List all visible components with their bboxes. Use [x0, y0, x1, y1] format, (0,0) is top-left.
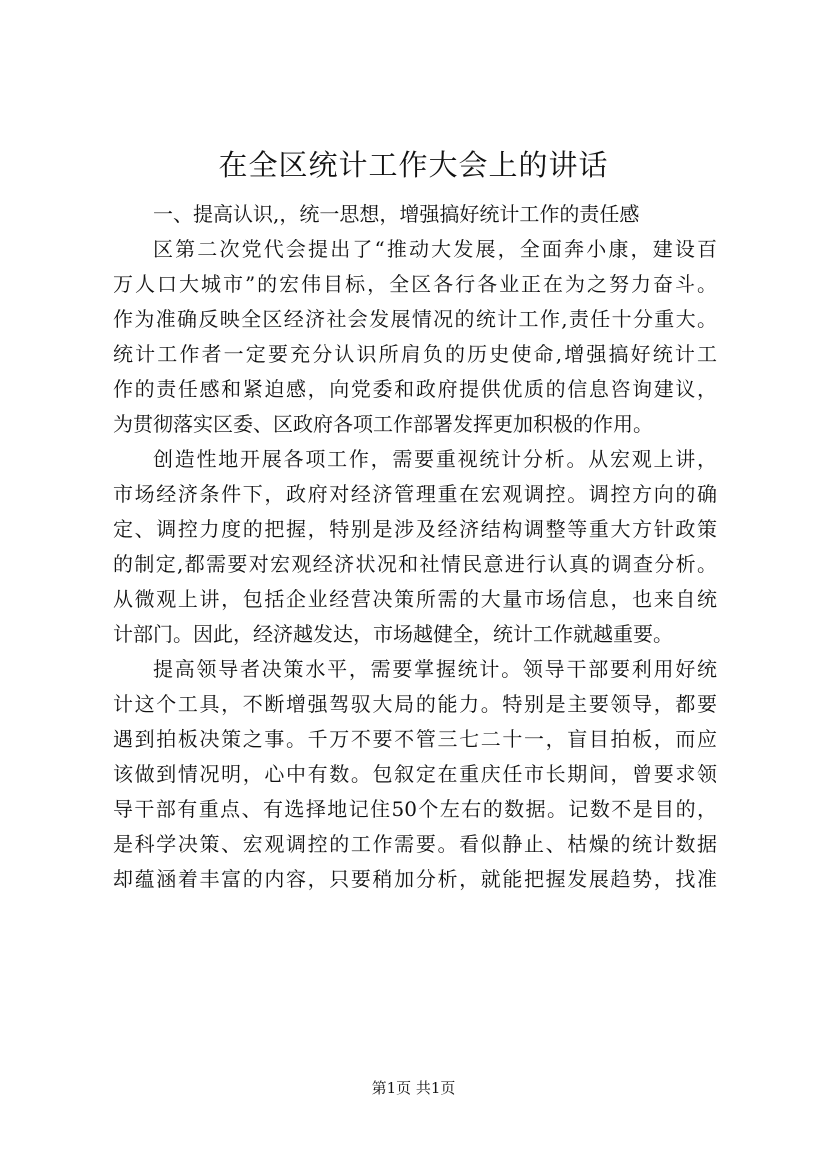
paragraph-line: 作的责任感和紧迫感，向党委和政府提供优质的信息咨询建议， [113, 377, 717, 401]
paragraph-line: 定、调控力度的把握，特别是涉及经济结构调整等重大方针政策 [113, 517, 717, 541]
paragraph-line: 计这个工具，不断增强驾驭大局的能力。特别是主要领导，都要 [113, 692, 717, 716]
paragraph-line: 提高领导者决策水平，需要掌握统计。领导干部要利用好统 [153, 657, 717, 681]
paragraph-line: 为贯彻落实区委、区政府各项工作部署发挥更加积极的作用。 [113, 412, 653, 436]
page-number-footer: 第1页 共1页 [371, 1079, 456, 1097]
paragraph-line: 该做到情况明，心中有数。包叙定在重庆任市长期间，曾要求领 [113, 762, 717, 786]
paragraph-line: 是科学决策、宏观调控的工作需要。看似静止、枯燥的统计数据 [113, 832, 717, 856]
paragraph-line: 统计工作者一定要充分认识所肩负的历史使命,增强搞好统计工 [113, 342, 717, 366]
document-title: 在全区统计工作大会上的讲话 [218, 148, 609, 182]
section-heading: 一、提高认识,，统一思想，增强搞好统计工作的责任感 [153, 202, 640, 226]
paragraph-line: 计部门。因此，经济越发达，市场越健全，统计工作就越重要。 [113, 622, 673, 646]
paragraph-line: 区第二次党代会提出了“推动大发展，全面奔小康，建设百 [153, 237, 717, 261]
paragraph-line: 创造性地开展各项工作，需要重视统计分析。从宏观上讲， [153, 447, 717, 471]
paragraph-line: 的制定,都需要对宏观经济状况和社情民意进行认真的调查分析。 [113, 552, 717, 576]
document-body [113, 197, 717, 897]
paragraph-line: 从微观上讲，包括企业经营决策所需的大量市场信息，也来自统 [113, 587, 717, 611]
paragraph-line: 导干部有重点、有选择地记住50个左右的数据。记数不是目的， [113, 797, 717, 821]
paragraph-line: 万人口大城市”的宏伟目标，全区各行各业正在为之努力奋斗。 [113, 272, 717, 296]
paragraph-line: 遇到拍板决策之事。千万不要不管三七二十一，盲目拍板，而应 [113, 727, 717, 751]
paragraph-line: 市场经济条件下，政府对经济管理重在宏观调控。调控方向的确 [113, 482, 717, 506]
paragraph-line: 却蕴涵着丰富的内容，只要稍加分析，就能把握发展趋势，找准 [113, 867, 717, 891]
paragraph-line: 作为准确反映全区经济社会发展情况的统计工作,责任十分重大。 [113, 307, 717, 331]
